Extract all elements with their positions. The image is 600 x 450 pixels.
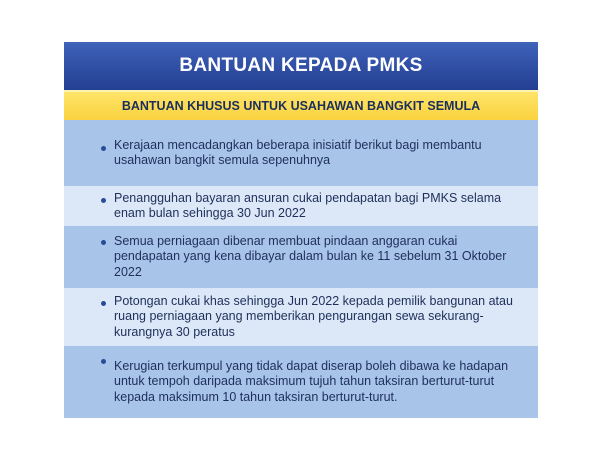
bullet-icon: [101, 198, 106, 203]
list-item-text: Kerajaan mencadangkan beberapa inisiatif berikut bagi membantu usahawan bangkit semula sepenuhnya: [114, 137, 482, 167]
page-title: BANTUAN KEPADA PMKS: [179, 55, 423, 76]
list-item: [64, 120, 538, 186]
list-item-text: Kerugian terkumpul yang tidak dapat diserap boleh dibawa ke hadapan untuk tempoh daripada maksimum tujuh tahun taksiran berturut-turut kepada maksimum 10 tahun taksiran berturut-turut.: [114, 358, 509, 404]
bullet-icon: [101, 359, 106, 364]
list-item-text: Potongan cukai khas sehingga Jun 2022 kepada pemilik bangunan atau ruang perniagaan yang memberikan pengurangan sewa sekurang-kurangnya 30 peratus: [114, 293, 513, 339]
subtitle-banner: [64, 90, 538, 120]
bullet-icon: [101, 301, 106, 306]
list-item-text: Semua perniagaan dibenar membuat pindaan anggaran cukai pendapatan yang kena dibayar dalam bulan ke 11 sebelum 31 Oktober 2022: [114, 233, 507, 279]
bullet-icon: [101, 146, 106, 151]
list-item: [64, 226, 538, 288]
info-card: [64, 42, 538, 418]
bullet-icon: [101, 240, 106, 245]
section-subtitle: BANTUAN KHUSUS UNTUK USAHAWAN BANGKIT SEMULA: [121, 99, 481, 113]
list-item: [64, 186, 538, 226]
list-item-text: Penangguhan bayaran ansuran cukai pendapatan bagi PMKS selama enam bulan sehingga 30 Jun 2022: [114, 190, 502, 220]
list-item: [64, 288, 538, 346]
list-item: [64, 346, 538, 418]
title-banner: [64, 42, 538, 90]
